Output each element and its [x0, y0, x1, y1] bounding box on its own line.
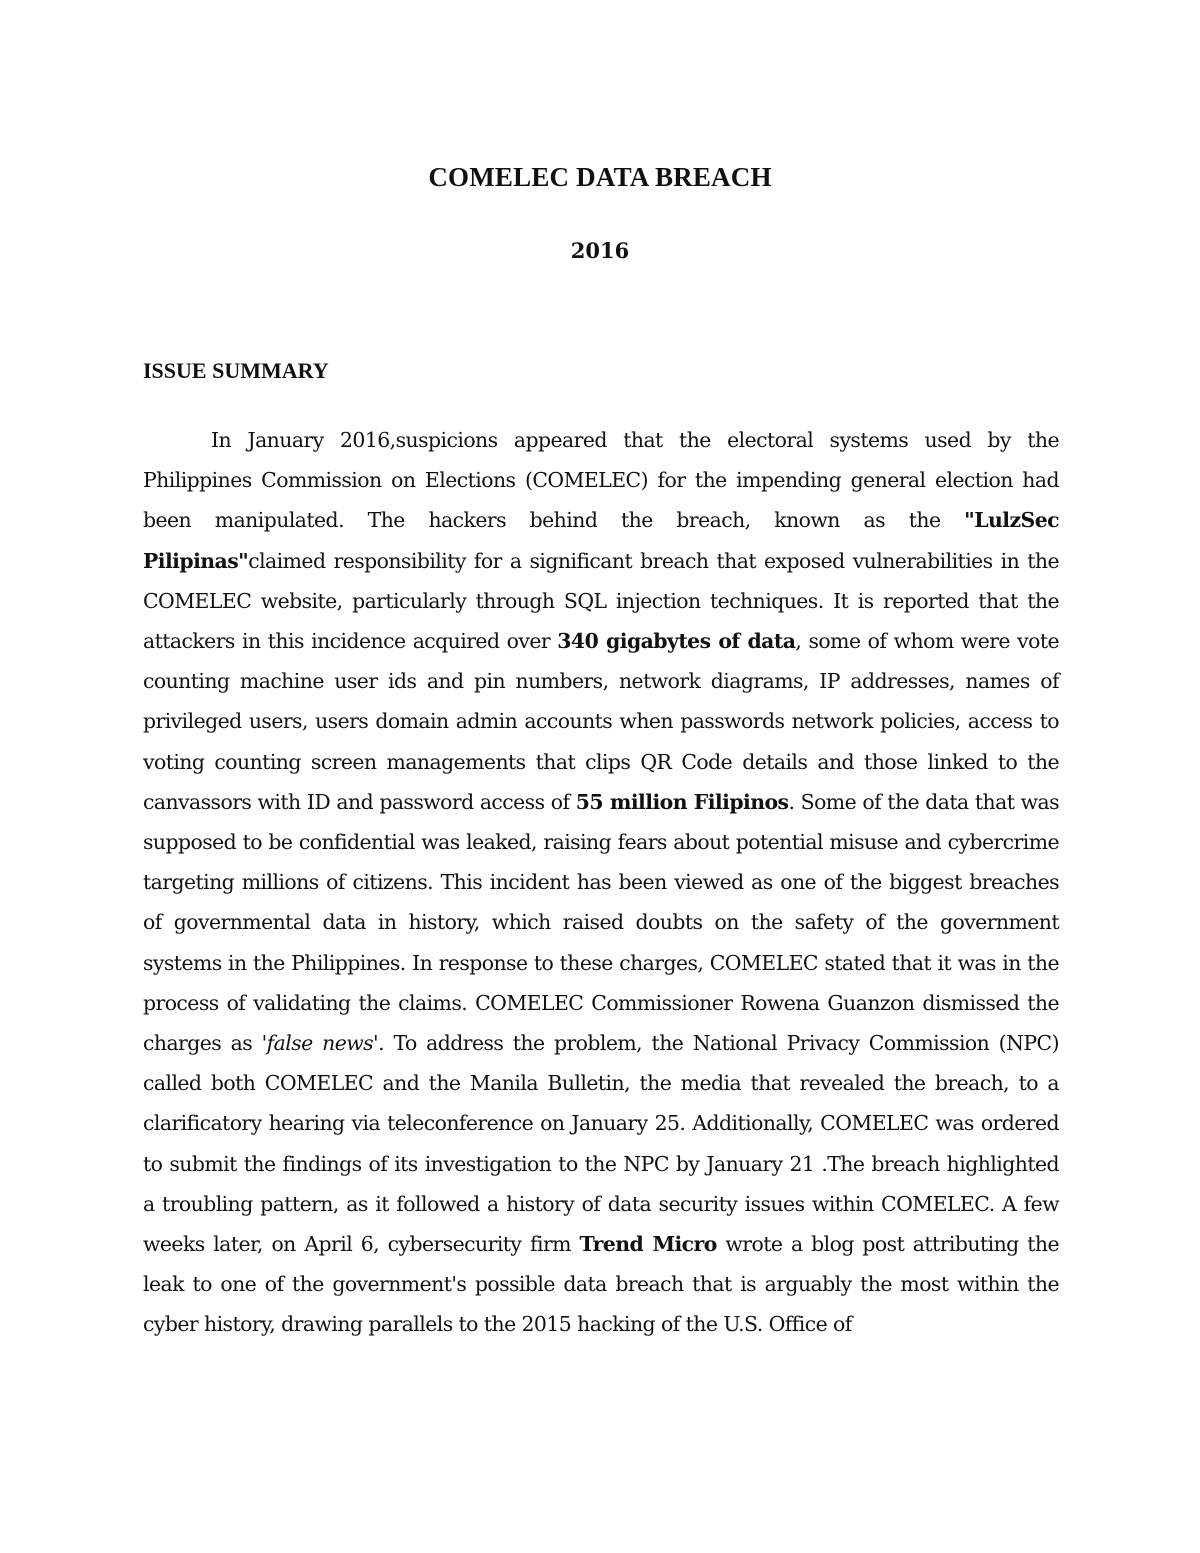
paragraph-text: wrote a blog post attributing the leak to one of the government's possible data breach that is arguably the most within the cyber history, drawing parallels to the 2015 hacking of the U.S. Office of — [143, 1232, 1059, 1337]
data-amount: 340 gigabytes of data — [557, 629, 796, 654]
group-name: "LulzSec Pilipinas" — [143, 508, 1059, 573]
quoted-phrase: 'false news' — [261, 1031, 379, 1056]
summary-paragraph — [143, 420, 1059, 1345]
paragraph-text: claimed responsibility for a significant breach that exposed vulnerabilities in the COMELEC website, particularly through SQL injection techniques. It is reported that the attackers in this incidence acquired over — [143, 548, 1059, 654]
affected-count: 55 million Filipinos — [575, 789, 789, 814]
document-title: COMELEC DATA BREACH — [428, 162, 772, 192]
paragraph-text: In January 2016,suspicions appeared that the electoral systems used by the Philippines Commission on Elections (COMELEC) for the impending general election had been manipulated. The hackers behind the breach, known as the — [143, 428, 1059, 533]
firm-name: Trend Micro — [579, 1232, 717, 1257]
document-year: 2016 — [570, 238, 630, 263]
paragraph-text: . Some of the data that was supposed to be confidential was leaked, raising fears about potential misuse and cybercrime targeting millions of citizens. This incident has been viewed as one of the biggest breaches of governmental data in history, which raised doubts on the safety of the government systems in the Philippines. In response to these charges, COMELEC stated that it was in the process of validating the claims. COMELEC Commissioner Rowena Guanzon dismissed the charges as — [143, 789, 1059, 1056]
paragraph-text: . To address the problem, the National Privacy Commission (NPC) called both COMELEC and the Manila Bulletin, the media that revealed the breach, to a clarificatory hearing via teleconference on January 25. Additionally, COMELEC was ordered to submit the findings of its investigation to the NPC by January 21 .The breach highlighted a troubling pattern, as it followed a history of data security issues within COMELEC. A few weeks later, on April 6, cybersecurity firm — [143, 1031, 1060, 1257]
section-heading: ISSUE SUMMARY — [143, 358, 329, 383]
paragraph-text: , some of whom were vote counting machine user ids and pin numbers, network diagrams, IP addresses, names of privileged users, users domain admin accounts when passwords network policies, access to voting counting screen managements that clips QR Code details and those linked to the canvassors with ID and password access of — [143, 629, 1060, 814]
